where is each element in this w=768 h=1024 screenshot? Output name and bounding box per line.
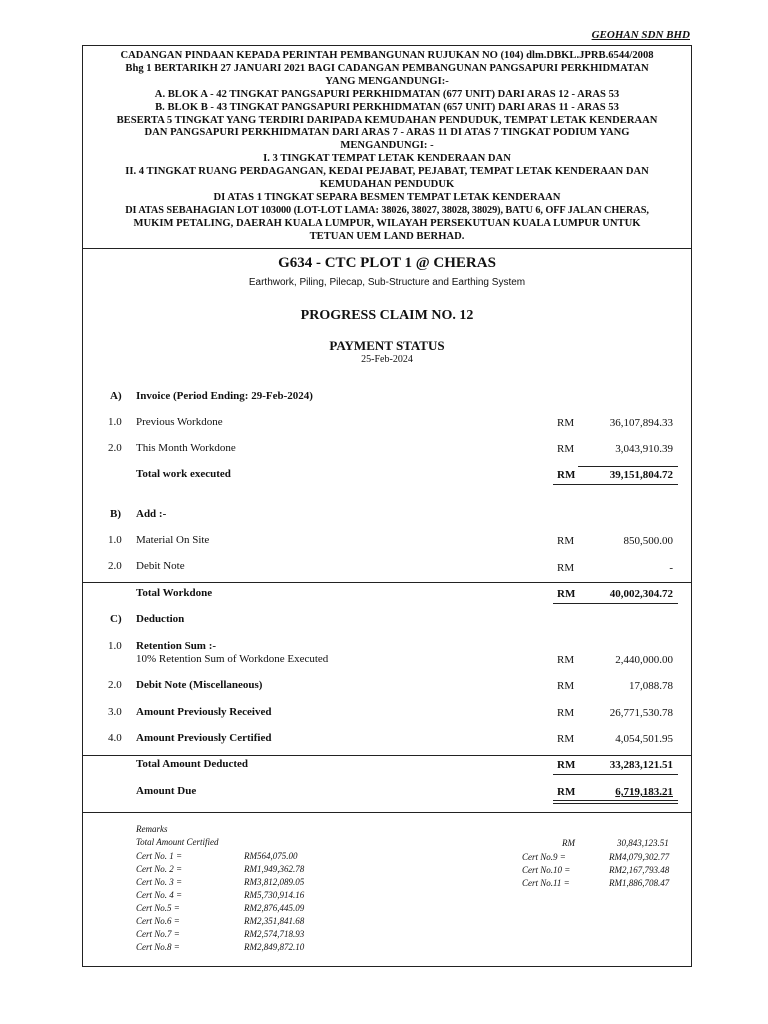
- project-description: [83, 46, 691, 249]
- section-divider: [83, 812, 691, 813]
- cert-label: Cert No.11 =: [522, 878, 570, 888]
- cert-label: Cert No.7 =: [136, 929, 180, 939]
- header-line: MENGANDUNGI: -: [340, 140, 434, 152]
- total-underline: [553, 774, 678, 775]
- header-line: DI ATAS 1 TINGKAT SEPARA BESMEN TEMPAT LETAK KENDERAAN: [213, 191, 561, 203]
- remarks-title: Remarks: [136, 824, 168, 834]
- currency-label: RM: [557, 417, 575, 429]
- cert-value: RM3,812,089.05: [244, 877, 305, 887]
- double-underline-top: [553, 800, 678, 801]
- amount-previously-received-label: Amount Previously Received: [136, 706, 272, 718]
- cert-value: RM2,167,793.48: [609, 865, 670, 875]
- item-no: 2.0: [108, 679, 122, 691]
- cert-value: RM4,079,302.77: [609, 852, 670, 862]
- remarks-currency: RM: [562, 838, 575, 848]
- cert-label: Cert No. 2 =: [136, 864, 183, 874]
- cert-label: Cert No.9 =: [522, 852, 566, 862]
- currency-label: RM: [557, 469, 576, 481]
- currency-label: RM: [557, 535, 575, 547]
- retention-sum-label: Retention Sum :-: [136, 640, 217, 652]
- cert-value: RM2,351,841.68: [244, 916, 305, 926]
- amount-due-value: 6,719,183.21: [615, 786, 673, 798]
- header-line: BESERTA 5 TINGKAT YANG TERDIRI DARIPADA KEMUDAHAN PENDUDUK, TEMPAT LETAK KENDERAAN: [116, 114, 658, 126]
- total-work-executed-label: Total work executed: [136, 468, 231, 480]
- total-underline: [553, 603, 678, 604]
- amount-previously-received-value: 26,771,530.78: [609, 707, 673, 719]
- total-work-executed-value: 39,151,804.72: [609, 469, 673, 481]
- cert-value: RM564,075.00: [244, 851, 298, 861]
- header-line: KEMUDAHAN PENDUDUK: [319, 179, 455, 191]
- section-divider: [83, 755, 691, 756]
- subtotal-line: [578, 466, 678, 467]
- material-on-site-label: Material On Site: [136, 534, 210, 546]
- claim-title: PROGRESS CLAIM NO. 12: [300, 307, 474, 323]
- currency-label: RM: [557, 562, 575, 574]
- header-line: YANG MENGANDUNGI:-: [325, 75, 449, 87]
- company-name: GEOHAN SDN BHD: [591, 29, 690, 41]
- cert-value: RM1,886,708.47: [609, 878, 670, 888]
- amount-previously-certified-label: Amount Previously Certified: [136, 732, 272, 744]
- total-certified-label: Total Amount Certified: [136, 837, 219, 847]
- amount-due-label: Amount Due: [136, 785, 197, 797]
- double-underline-bottom: [553, 803, 678, 804]
- total-certified-value: 30,843,123.51: [617, 838, 669, 848]
- retention-sum-sublabel: 10% Retention Sum of Workdone Executed: [136, 653, 329, 665]
- item-no: 1.0: [108, 416, 122, 428]
- currency-label: RM: [557, 654, 575, 666]
- cert-label: Cert No.5 =: [136, 903, 180, 913]
- total-underline: [553, 484, 678, 485]
- section-c-title: Deduction: [136, 613, 185, 625]
- header-line: TETUAN UEM LAND BERHAD.: [309, 230, 465, 242]
- this-month-workdone-value: 3,043,910.39: [615, 443, 673, 455]
- retention-sum-value: 2,440,000.00: [615, 654, 673, 666]
- header-line: MUKIM PETALING, DAERAH KUALA LUMPUR, WILAYAH PERSEKUTUAN KUALA LUMPUR UNTUK: [133, 217, 641, 229]
- section-divider: [83, 582, 691, 583]
- section-b-title: Add :-: [136, 508, 167, 520]
- currency-label: RM: [557, 733, 575, 745]
- section-a-title: Invoice (Period Ending: 29-Feb-2024): [136, 390, 313, 402]
- header-line: DAN PANGSAPURI PERKHIDMATAN DARI ARAS 7 - ARAS 11 DI ATAS 7 TINGKAT PODIUM YANG: [144, 127, 630, 139]
- document-frame: [82, 45, 692, 967]
- cert-label: Cert No.8 =: [136, 942, 180, 952]
- previous-workdone-label: Previous Workdone: [136, 416, 223, 428]
- header-line: B. BLOK B - 43 TINGKAT PANGSAPURI PERKHIDMATAN (657 UNIT) DARI ARAS 11 - ARAS 53: [155, 101, 619, 113]
- debit-note-misc-value: 17,088.78: [629, 680, 673, 692]
- status-date: 25-Feb-2024: [361, 353, 413, 365]
- scope-of-work: Earthwork, Piling, Pilecap, Sub-Structure and Earthing System: [248, 276, 526, 288]
- cert-value: RM2,574,718.93: [244, 929, 305, 939]
- cert-value: RM2,849,872.10: [244, 942, 305, 952]
- amount-previously-certified-value: 4,054,501.95: [615, 733, 673, 745]
- cert-label: Cert No. 3 =: [136, 877, 183, 887]
- material-on-site-value: 850,500.00: [623, 535, 673, 547]
- header-line: Bhg 1 BERTARIKH 27 JANUARI 2021 BAGI CADANGAN PEMBANGUNAN PANGSAPURI PERKHIDMATAN: [125, 62, 649, 74]
- section-a-letter: A): [110, 390, 122, 402]
- header-line: A. BLOK A - 42 TINGKAT PANGSAPURI PERKHIDMATAN (677 UNIT) DARI ARAS 12 - ARAS 53: [154, 88, 620, 100]
- item-no: 1.0: [108, 534, 122, 546]
- header-line: I. 3 TINGKAT TEMPAT LETAK KENDERAAN DAN: [263, 153, 511, 165]
- header-line: CADANGAN PINDAAN KEPADA PERINTAH PEMBANGUNAN RUJUKAN NO (104) dlm.DBKL.JPRB.6544/2008: [120, 50, 654, 61]
- debit-note-label: Debit Note: [136, 560, 185, 572]
- debit-note-value: -: [669, 562, 673, 574]
- total-workdone-label: Total Workdone: [136, 587, 213, 599]
- currency-label: RM: [557, 759, 576, 771]
- previous-workdone-value: 36,107,894.33: [609, 417, 673, 429]
- currency-label: RM: [557, 680, 575, 692]
- currency-label: RM: [557, 786, 576, 798]
- project-title: G634 - CTC PLOT 1 @ CHERAS: [278, 254, 496, 271]
- item-no: 2.0: [108, 560, 122, 572]
- cert-value: RM5,730,914.16: [244, 890, 305, 900]
- cert-label: Cert No.6 =: [136, 916, 180, 926]
- section-c-letter: C): [110, 613, 122, 625]
- debit-note-misc-label: Debit Note (Miscellaneous): [136, 679, 263, 691]
- item-no: 2.0: [108, 442, 122, 454]
- total-amount-deducted-label: Total Amount Deducted: [136, 758, 249, 770]
- item-no: 1.0: [108, 640, 122, 652]
- total-amount-deducted-value: 33,283,121.51: [609, 759, 673, 771]
- payment-status-title: PAYMENT STATUS: [329, 337, 445, 353]
- currency-label: RM: [557, 588, 576, 600]
- cert-label: Cert No.10 =: [522, 865, 571, 875]
- this-month-workdone-label: This Month Workdone: [136, 442, 236, 454]
- header-line: DI ATAS SEBAHAGIAN LOT 103000 (LOT-LOT LAMA: 38026, 38027, 38028, 38029), BATU 6, OFF JALAN CHERAS,: [125, 204, 649, 216]
- header-line: II. 4 TINGKAT RUANG PERDAGANGAN, KEDAI PEJABAT, PEJABAT, TEMPAT LETAK KENDERAAN DAN: [125, 166, 649, 178]
- cert-label: Cert No. 1 =: [136, 851, 183, 861]
- item-no: 3.0: [108, 706, 122, 718]
- currency-label: RM: [557, 707, 575, 719]
- cert-value: RM1,949,362.78: [244, 864, 305, 874]
- cert-label: Cert No. 4 =: [136, 890, 183, 900]
- item-no: 4.0: [108, 732, 122, 744]
- currency-label: RM: [557, 443, 575, 455]
- section-b-letter: B): [110, 508, 121, 520]
- total-workdone-value: 40,002,304.72: [609, 588, 673, 600]
- cert-value: RM2,876,445.09: [244, 903, 305, 913]
